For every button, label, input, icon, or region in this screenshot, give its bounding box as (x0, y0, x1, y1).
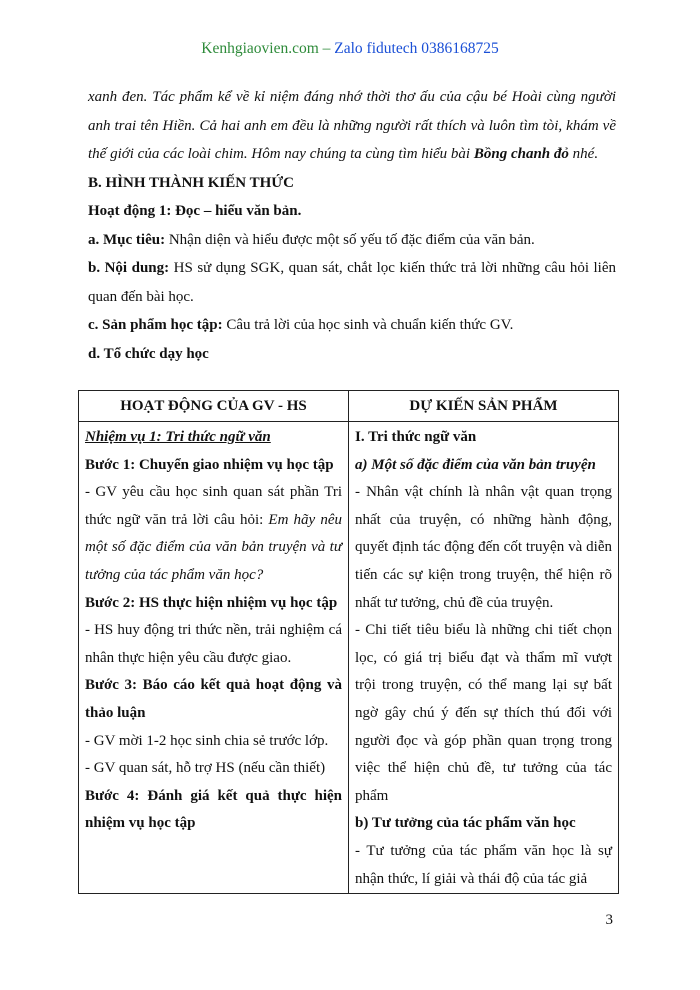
product-cell (349, 422, 619, 894)
para-main-character: - Nhân vật chính là nhân vật quan trọng nhất của truyện, có những hành động, quyết định tác động đến cốt truyện và diễn tiến các sự kiện trong truyện, thể hiện rõ nhất tư tưởng, chủ đề của truyện. (355, 484, 612, 611)
knowledge-title: I. Tri thức ngữ văn (355, 429, 477, 445)
product-line: c. Sản phẩm học tập: Câu trả lời của học sinh và chuẩn kiến thức GV. (88, 317, 514, 333)
content-line: b. Nội dung: HS sử dụng SGK, quan sát, chắt lọc kiến thức trả lời những câu hỏi liên quan đến bài học. (88, 260, 616, 305)
step1-title: Bước 1: Chuyển giao nhiệm vụ học tập (85, 456, 334, 473)
goal-line: a. Mục tiêu: Nhận diện và hiểu được một số yếu tố đặc điểm của văn bản. (88, 231, 535, 248)
col-header-product: DỰ KIẾN SẢN PHẨM (349, 391, 619, 422)
site-name[interactable]: Kenhgiaovien.com (201, 40, 319, 57)
page-number: 3 (605, 912, 613, 928)
step2-title: Bước 2: HS thực hiện nhiệm vụ học tập (85, 594, 338, 611)
para-ideology: - Tư tưởng của tác phẩm văn học là sự nhận thức, lí giải và thái độ của tác giả (355, 842, 612, 887)
zalo-contact[interactable]: Zalo fidutech 0386168725 (334, 40, 499, 57)
activity-title: Hoạt động 1: Đọc – hiểu văn bản. (88, 203, 302, 219)
document-body (88, 83, 616, 368)
subheading-a: a) Một số đặc điểm của văn bản truyện (355, 456, 596, 473)
table-header-row (79, 391, 619, 422)
para-key-details: - Chi tiết tiêu biểu là những chi tiết chọn lọc, có giá trị biểu đạt và thẩm mĩ vượt trội trong truyện, có thể mang lại sự bất ngờ gây chú ý đến sự thích thú đối với người đọc và góp phần quan trọng trong việc thể hiện chủ đề, tư tưởng của tác phẩm (355, 622, 612, 804)
header-separator: – (318, 40, 335, 57)
lesson-table (78, 390, 619, 894)
table-row (79, 422, 619, 894)
intro-paragraph: xanh đen. Tác phẩm kể về kỉ niệm đáng nhớ thời thơ ấu của cậu bé Hoài cùng người anh trai tên Hiền. Cả hai anh em đều là những người rất thích và luôn tìm tòi, khám về thế giới của các loài chim. Hôm nay chúng ta cùng tìm hiểu bài Bồng chanh đỏ nhé. (88, 89, 616, 162)
step4-title: Bước 4: Đánh giá kết quả thực hiện nhiệm vụ học tập (85, 787, 342, 832)
col-header-activity: HOẠT ĐỘNG CỦA GV - HS (79, 391, 349, 422)
activity-cell (79, 422, 349, 894)
step3-title: Bước 3: Báo cáo kết quả hoạt động và thảo luận (85, 677, 342, 721)
organize-line: d. Tổ chức dạy học (88, 345, 209, 362)
step1-text: - GV yêu cầu học sinh quan sát phần Tri thức ngữ văn trả lời câu hỏi: Em hãy nêu một số đặc điểm của văn bản truyện và tư tưởng của tác phẩm văn học? (85, 484, 342, 583)
lesson-title: Bồng chanh đỏ (473, 146, 569, 162)
step3-text-1: - GV mời 1-2 học sinh chia sẻ trước lớp. (85, 732, 329, 749)
step2-text: - HS huy động tri thức nền, trải nghiệm cá nhân thực hiện yêu cầu được giao. (85, 622, 342, 666)
subheading-b: b) Tư tưởng của tác phẩm văn học (355, 815, 576, 832)
step3-text-2: - GV quan sát, hỗ trợ HS (nếu cần thiết) (85, 760, 326, 777)
page-header (0, 40, 700, 58)
task-title: Nhiệm vụ 1: Tri thức ngữ văn (85, 429, 271, 445)
section-heading: B. HÌNH THÀNH KIẾN THỨC (88, 174, 295, 191)
